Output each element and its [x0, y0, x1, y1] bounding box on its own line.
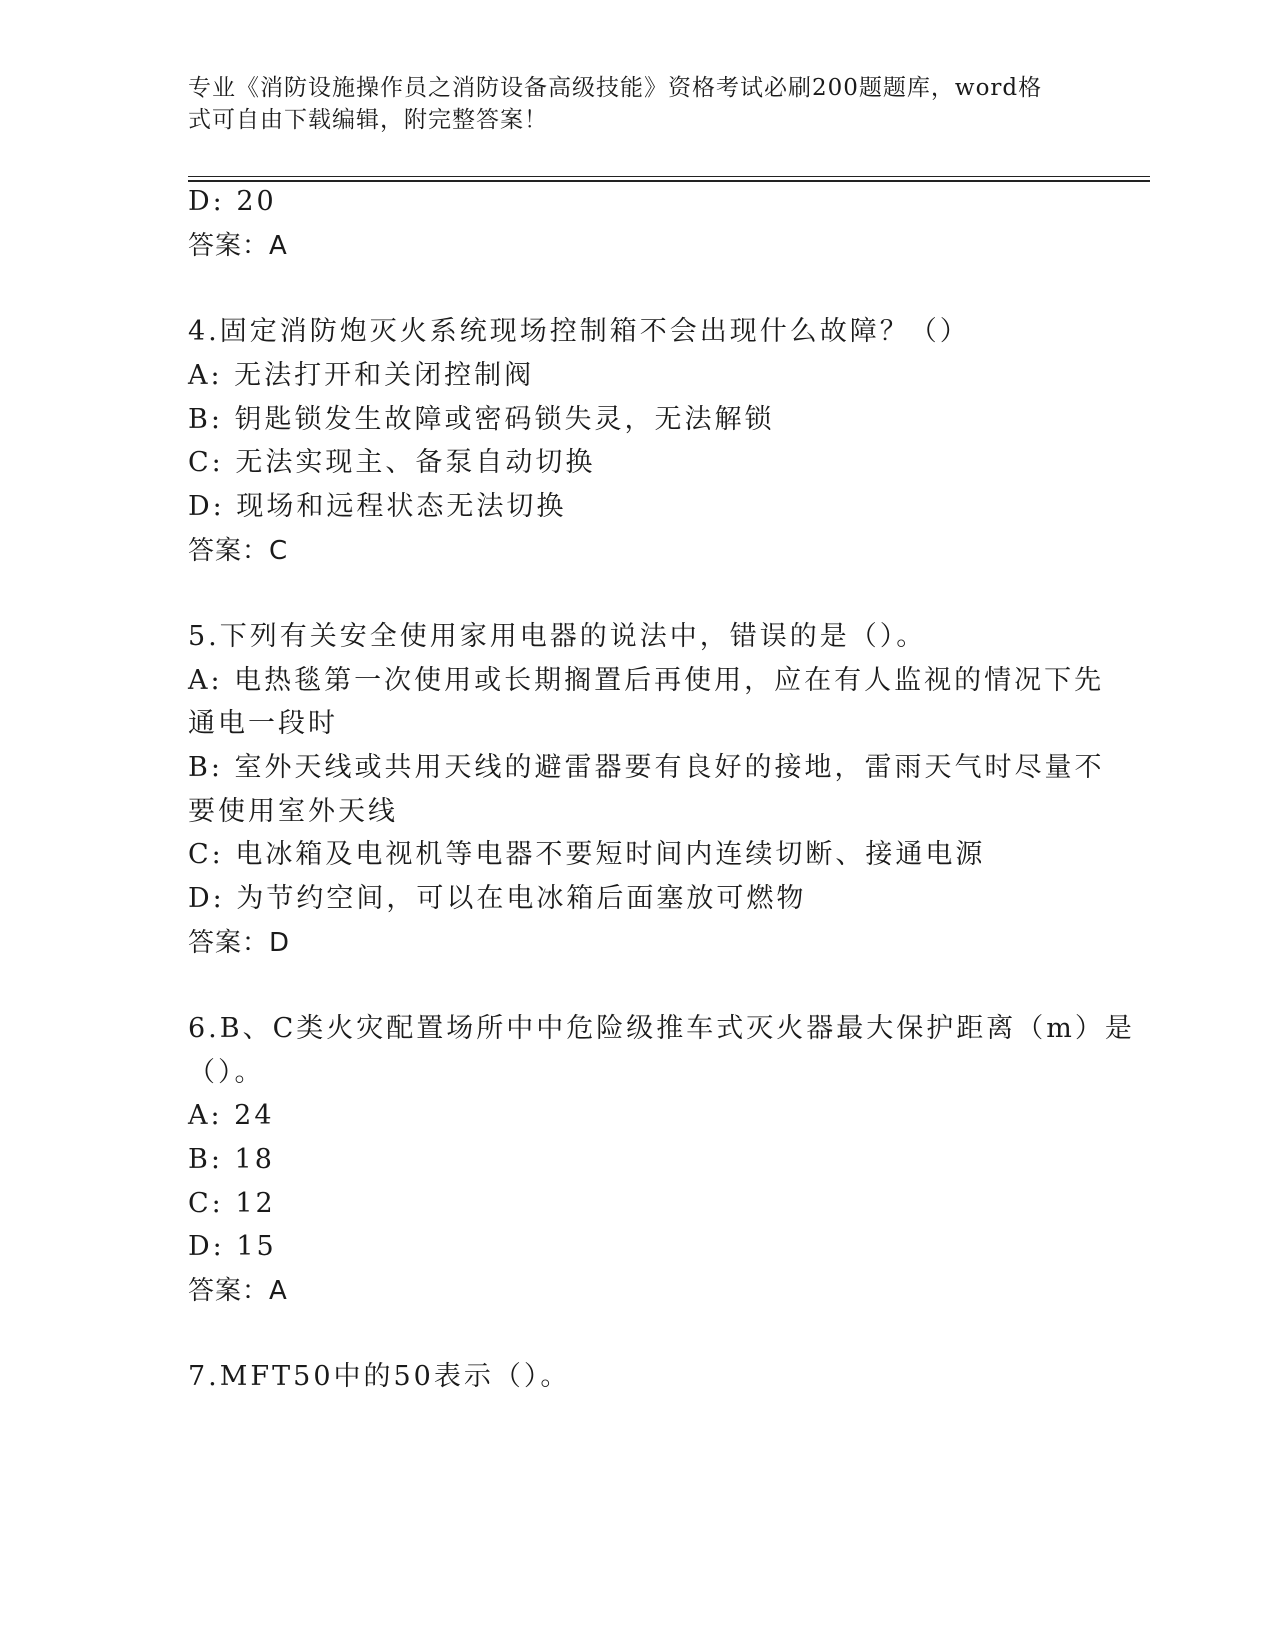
q4-option-d: D: 现场和远程状态无法切换 — [188, 491, 567, 522]
header-divider-thin — [188, 176, 1150, 177]
q6-question-line-1: 6.B、C类火灾配置场所中中危险级推车式灭火器最大保护距离（m）是 — [188, 1013, 1135, 1044]
q5-option-b-line-1: B: 室外天线或共用天线的避雷器要有良好的接地，雷雨天气时尽量不 — [188, 752, 1105, 783]
q6-option-d: D: 15 — [188, 1231, 277, 1262]
header-divider-thick — [188, 180, 1150, 182]
q5-question: 5.下列有关安全使用家用电器的说法中，错误的是（）。 — [188, 621, 927, 652]
q5-option-d: D: 为节约空间，可以在电冰箱后面塞放可燃物 — [188, 883, 807, 914]
q4-option-b: B: 钥匙锁发生故障或密码锁失灵，无法解锁 — [188, 404, 775, 435]
q6-question-line-2: （）。 — [188, 1057, 265, 1088]
q4-option-a: A: 无法打开和关闭控制阀 — [188, 360, 535, 391]
q3-answer: 答案：A — [188, 231, 288, 261]
q6-answer: 答案：A — [188, 1276, 288, 1306]
q5-option-c: C: 电冰箱及电视机等电器不要短时间内连续切断、接通电源 — [188, 839, 986, 870]
q5-option-b-line-2: 要使用室外天线 — [188, 796, 398, 827]
q7-question: 7.MFT50中的50表示（）。 — [188, 1361, 571, 1392]
q6-option-b: B: 18 — [188, 1144, 275, 1175]
q3-option-d: D: 20 — [188, 186, 277, 217]
header-line-2: 式可自由下载编辑，附完整答案！ — [188, 107, 548, 133]
q4-answer: 答案：C — [188, 536, 289, 566]
q6-option-a: A: 24 — [188, 1100, 275, 1131]
document-header — [188, 72, 1088, 136]
q4-option-c: C: 无法实现主、备泵自动切换 — [188, 447, 596, 478]
q5-option-a-line-2: 通电一段时 — [188, 708, 338, 739]
q5-option-a-line-1: A: 电热毯第一次使用或长期搁置后再使用，应在有人监视的情况下先 — [188, 665, 1105, 696]
q4-question: 4.固定消防炮灭火系统现场控制箱不会出现什么故障？（） — [188, 316, 970, 347]
q5-answer: 答案：D — [188, 928, 291, 958]
header-line-1: 专业《消防设施操作员之消防设备高级技能》资格考试必刷200题题库，word格 — [188, 75, 1043, 101]
q6-option-c: C: 12 — [188, 1188, 276, 1219]
